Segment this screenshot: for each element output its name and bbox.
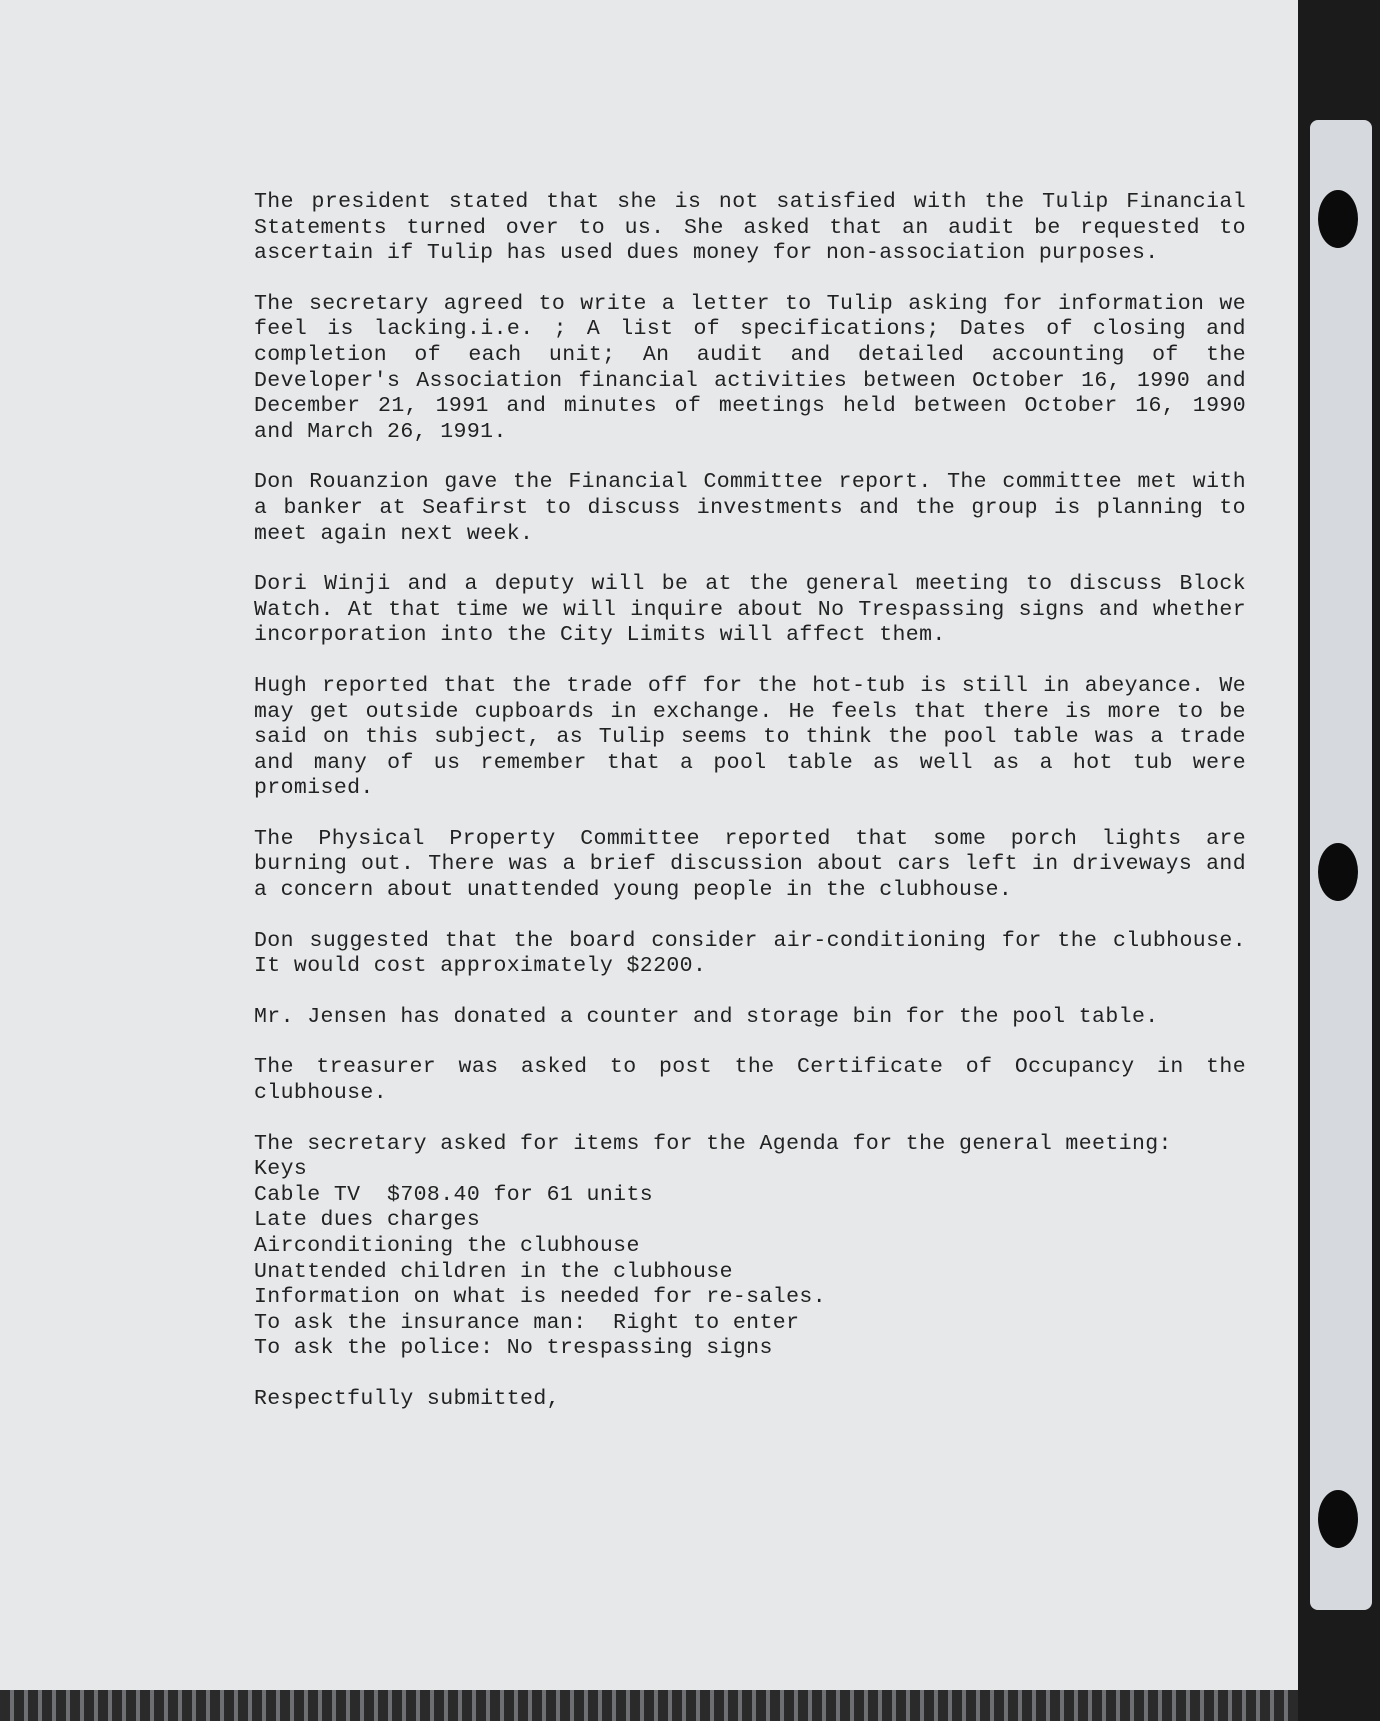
list-item: Airconditioning the clubhouse: [254, 1234, 640, 1258]
punch-hole-icon: [1318, 190, 1358, 248]
closing-signoff: Respectfully submitted,: [254, 1386, 560, 1411]
paragraph-financial-committee: Don Rouanzion gave the Financial Committee report. The committee met with a banker at Seafirst to discuss investments and the group is planning to meet again next week.: [254, 470, 1246, 546]
agenda-intro: The secretary asked for items for the Agenda for the general meeting:: [254, 1131, 1172, 1156]
paragraph-air-conditioning: Don suggested that the board consider air-conditioning for the clubhouse. It would cost approximately $2200.: [254, 928, 1246, 979]
list-item: Unattended children in the clubhouse: [254, 1259, 733, 1284]
paragraph-audit-request: The president stated that she is not satisfied with the Tulip Financial Statements turned over to us. She asked that an audit be requested to ascertain if Tulip has used dues money for non-association purposes.: [254, 190, 1246, 266]
list-item: Keys: [254, 1157, 308, 1182]
document-body: [254, 190, 1246, 1413]
paragraph-donation: Mr. Jensen has donated a counter and storage bin for the pool table.: [254, 1004, 1159, 1029]
agenda-list: [254, 1157, 1246, 1362]
paragraph-hot-tub: Hugh reported that the trade off for the hot-tub is still in abeyance. We may get outside cupboards in exchange. He feels that there is more to be said on this subject, as Tulip seems to think the pool table was a trade and many of us remember that a pool table as well as a hot tub were promised.: [254, 673, 1246, 801]
list-item: Cable TV $708.40 for 61 units: [254, 1182, 654, 1207]
paragraph-certificate: The treasurer was asked to post the Certificate of Occupancy in the clubhouse.: [254, 1055, 1246, 1106]
paragraph-physical-property: The Physical Property Committee reported that some porch lights are burning out. There was a brief discussion about cars left in driveways and a concern about unattended young people in the clubhouse.: [254, 826, 1246, 903]
punch-hole-icon: [1318, 1490, 1358, 1548]
list-item: Information on what is needed for re-sales.: [254, 1285, 826, 1310]
list-item: Late dues charges: [254, 1208, 481, 1233]
list-item: To ask the police: No trespassing signs: [254, 1336, 773, 1361]
paragraph-letter-to-tulip: The secretary agreed to write a letter to Tulip asking for information we feel is lacking.i.e. ; A list of specifications; Dates of closing and completion of each unit; An audit and detailed accounting of the Developer's Association financial activities between October 16, 1990 and December 21, 1991 and minutes of meetings held between October 16, 1990 and March 26, 1991.: [254, 291, 1246, 444]
sleeve-bottom-edge: [0, 1690, 1298, 1721]
punch-hole-icon: [1318, 843, 1358, 901]
paragraph-block-watch: Dori Winji and a deputy will be at the general meeting to discuss Block Watch. At that time we will inquire about No Trespassing signs and whether incorporation into the City Limits will affect them.: [254, 572, 1246, 648]
list-item: To ask the insurance man: Right to enter: [254, 1310, 800, 1335]
